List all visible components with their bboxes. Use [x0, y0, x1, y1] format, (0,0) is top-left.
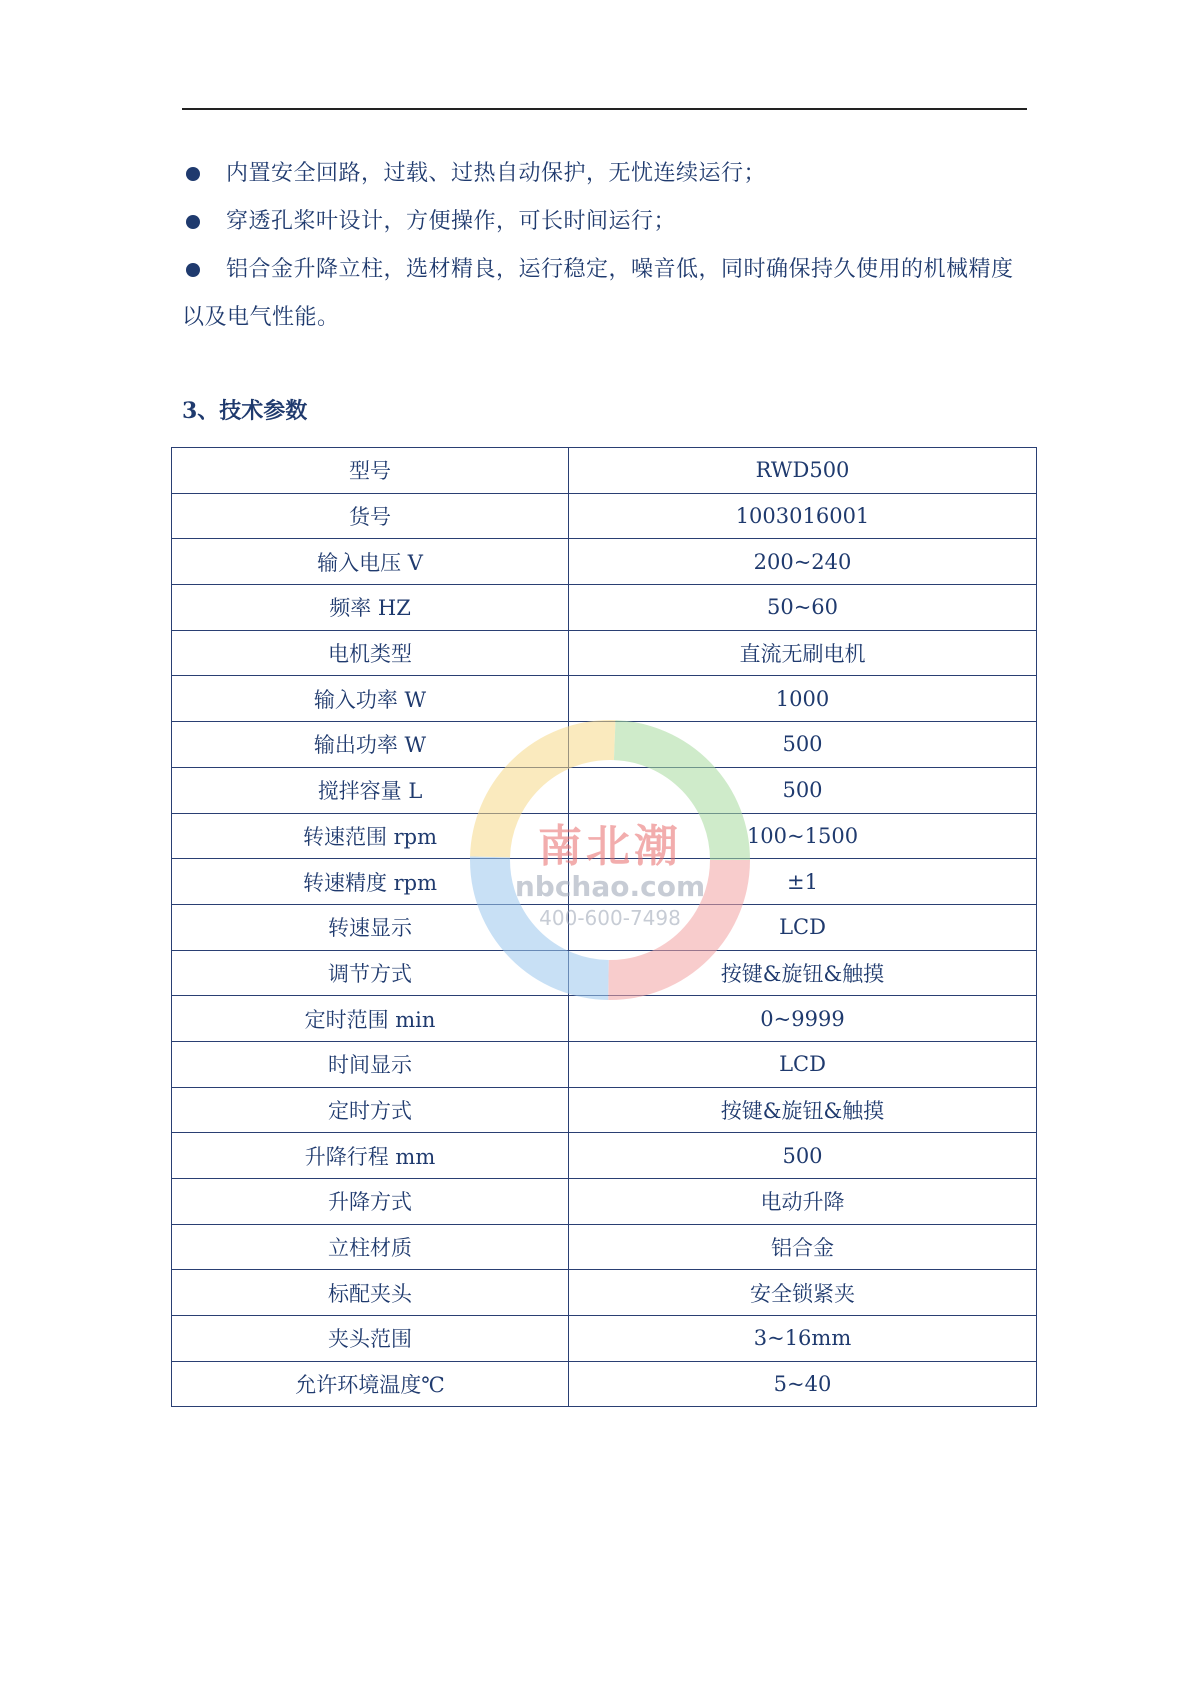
spec-row [172, 676, 1037, 722]
feature-list [182, 150, 1027, 342]
spec-key: 货号 [172, 493, 569, 539]
spec-table [171, 447, 1037, 1407]
spec-key: 转速显示 [172, 904, 569, 950]
spec-key: 时间显示 [172, 1041, 569, 1087]
spec-row [172, 1041, 1037, 1087]
spec-key: 输入功率 W [172, 676, 569, 722]
spec-value: 直流无刷电机 [569, 630, 1037, 676]
spec-key: 输出功率 W [172, 722, 569, 768]
spec-row [172, 904, 1037, 950]
section-title: 3、技术参数 [182, 398, 308, 424]
watermark-phone: 400-600-7498 [539, 906, 681, 930]
spec-value: 0~9999 [569, 996, 1037, 1042]
spec-key: 搅拌容量 L [172, 767, 569, 813]
spec-value: 200~240 [569, 539, 1037, 585]
spec-key: 输入电压 V [172, 539, 569, 585]
spec-row [172, 767, 1037, 813]
spec-value: 按键&旋钮&触摸 [569, 950, 1037, 996]
spec-key: 转速范围 rpm [172, 813, 569, 859]
spec-value: ±1 [569, 859, 1037, 905]
spec-value: 5~40 [569, 1361, 1037, 1407]
spec-key: 立柱材质 [172, 1224, 569, 1270]
watermark-url: nbchao.com [514, 870, 706, 903]
spec-row [172, 539, 1037, 585]
spec-row [172, 1270, 1037, 1316]
spec-row [172, 859, 1037, 905]
spec-value: 500 [569, 1133, 1037, 1179]
feature-text: 铝合金升降立柱，选材精良，运行稳定，噪音低，同时确保持久使用的机械精度以及电气性能。 [182, 257, 1014, 330]
spec-key: 转速精度 rpm [172, 859, 569, 905]
spec-row [172, 1224, 1037, 1270]
spec-key: 频率 HZ [172, 585, 569, 631]
spec-row [172, 722, 1037, 768]
spec-row [172, 1361, 1037, 1407]
spec-value: 1003016001 [569, 493, 1037, 539]
spec-key: 夹头范围 [172, 1316, 569, 1362]
spec-value: LCD [569, 904, 1037, 950]
spec-row [172, 630, 1037, 676]
feature-text: 穿透孔桨叶设计，方便操作，可长时间运行； [226, 209, 677, 234]
spec-row [172, 813, 1037, 859]
bullet-icon [186, 263, 200, 277]
spec-row [172, 493, 1037, 539]
spec-value: 安全锁紧夹 [569, 1270, 1037, 1316]
spec-key: 标配夹头 [172, 1270, 569, 1316]
feature-text: 内置安全回路，过载、过热自动保护，无忧连续运行； [226, 161, 767, 186]
spec-row [172, 950, 1037, 996]
spec-value: 3~16mm [569, 1316, 1037, 1362]
spec-value: 1000 [569, 676, 1037, 722]
spec-key: 升降行程 mm [172, 1133, 569, 1179]
spec-key: 型号 [172, 448, 569, 494]
spec-key: 调节方式 [172, 950, 569, 996]
spec-value: 铝合金 [569, 1224, 1037, 1270]
spec-value: RWD500 [569, 448, 1037, 494]
spec-row [172, 448, 1037, 494]
spec-row [172, 1179, 1037, 1225]
spec-value: 500 [569, 767, 1037, 813]
spec-key: 允许环境温度℃ [172, 1361, 569, 1407]
spec-value: 500 [569, 722, 1037, 768]
header-rule [182, 108, 1027, 110]
bullet-icon [186, 215, 200, 229]
feature-item [182, 150, 1027, 198]
spec-key: 定时方式 [172, 1087, 569, 1133]
spec-value: 电动升降 [569, 1179, 1037, 1225]
spec-value: 50~60 [569, 585, 1037, 631]
spec-row [172, 1087, 1037, 1133]
spec-key: 定时范围 min [172, 996, 569, 1042]
spec-row [172, 585, 1037, 631]
spec-row [172, 1316, 1037, 1362]
spec-key: 电机类型 [172, 630, 569, 676]
bullet-icon [186, 167, 200, 181]
feature-item [182, 246, 1027, 342]
spec-row [172, 996, 1037, 1042]
spec-value: 100~1500 [569, 813, 1037, 859]
spec-key: 升降方式 [172, 1179, 569, 1225]
spec-value: LCD [569, 1041, 1037, 1087]
feature-item [182, 198, 1027, 246]
watermark-name: 南北潮 [538, 821, 682, 872]
spec-value: 按键&旋钮&触摸 [569, 1087, 1037, 1133]
spec-row [172, 1133, 1037, 1179]
